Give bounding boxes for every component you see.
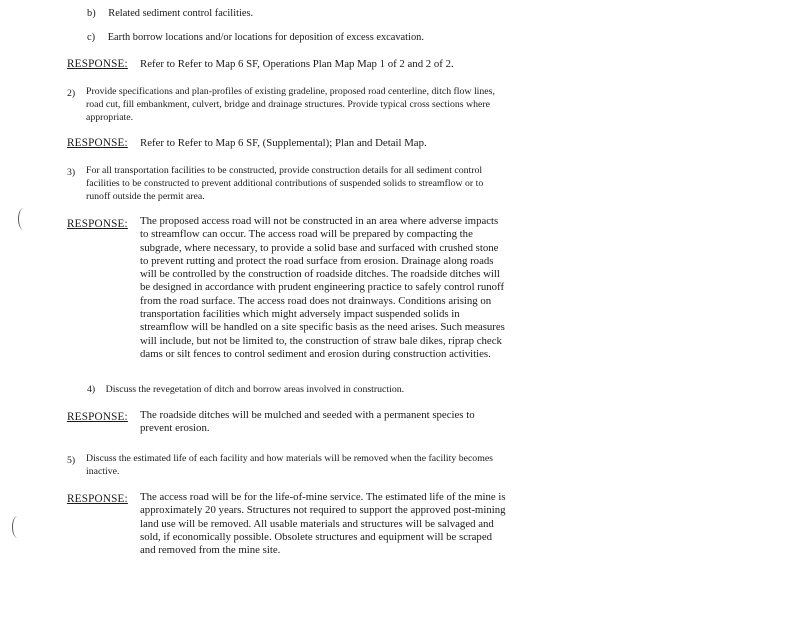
- item-c: [87, 31, 424, 44]
- question-text-2: [86, 85, 566, 124]
- response-4-line: The roadside ditches will be mulched and seeded with a permanent species to: [140, 409, 475, 421]
- response-3-line: will include, but not be limited to, the construction of straw bale dikes, riprap check: [140, 334, 502, 347]
- response-3-line: streamflow will be handled on a site specific basis as the need arises. Such measures: [140, 321, 505, 334]
- question-5-line: Discuss the estimated life of each facility and how materials will be removed when the facility becomes: [86, 453, 493, 464]
- response-4-line: prevent erosion.: [140, 422, 210, 435]
- response-3-line: from the road surface. The access road does not drainways. Conditions arising on: [140, 294, 492, 307]
- item-c-text: Earth borrow locations and/or locations for deposition of excess excavation.: [107, 32, 424, 43]
- response-5-line: land use will be removed. All usable materials and structures will be salvaged and: [140, 517, 494, 530]
- response-3-line: to prevent rutting and protect the road surface from erosion. Drainage along roads: [140, 254, 494, 267]
- response-text-4: [140, 409, 560, 436]
- question-3-line: For all transportation facilities to be constructed, provide construction details for all sediment control: [86, 165, 483, 176]
- item-b: [87, 7, 253, 20]
- response-label-2: RESPONSE:: [67, 137, 128, 149]
- question-3-line: runoff outside the permit area.: [86, 191, 205, 202]
- response-5-line: sold, if economically possible. Obsolete structures and equipment will be scraped: [140, 530, 493, 543]
- question-number-4: 4): [87, 384, 96, 395]
- question-number-2: 2): [67, 88, 76, 99]
- question-text-3: [86, 164, 556, 203]
- question-2-line: Provide specifications and plan-profiles of existing gradeline, proposed road centerline, ditch flow lines,: [86, 86, 495, 97]
- response-3-line: be designed in accordance with prudent engineering practice to safely control runoff: [140, 281, 505, 294]
- margin-mark: [18, 208, 29, 230]
- response-text-5: [140, 491, 570, 557]
- response-5-line: and removed from the mine site.: [140, 544, 281, 557]
- question-text-4: Discuss the revegetation of ditch and borrow areas involved in construction.: [105, 384, 405, 395]
- question-2-line: appropriate.: [86, 112, 134, 123]
- question-4: [87, 383, 404, 396]
- question-5-line: inactive.: [86, 466, 120, 477]
- margin-mark: [12, 516, 23, 538]
- response-3-line: dams or silt fences to control sediment and erosion during construction activities.: [140, 347, 491, 360]
- response-5-line: The access road will be for the life-of-mine service. The estimated life of the mine is: [140, 491, 506, 503]
- question-number-5: 5): [67, 455, 76, 466]
- response-label-4: RESPONSE:: [67, 411, 128, 423]
- response-text-1: Refer to Refer to Map 6 SF, Operations Plan Map Map 1 of 2 and 2 of 2.: [140, 58, 454, 70]
- question-number-3: 3): [67, 167, 76, 178]
- item-c-marker: c): [87, 32, 96, 43]
- response-text-2: Refer to Refer to Map 6 SF, (Supplemental); Plan and Detail Map.: [140, 137, 427, 149]
- item-b-text: Related sediment control facilities.: [108, 8, 254, 19]
- response-3-line: subgrade, where necessary, to provide a solid base and surfaced with crushed stone: [140, 241, 499, 254]
- response-3-line: will be controlled by the construction of roadside ditches. The roadside ditches will: [140, 268, 500, 281]
- response-3-line: The proposed access road will not be constructed in an area where adverse impacts: [140, 215, 499, 227]
- question-2-line: road cut, fill embankment, culvert, bridge and drainage structures. Provide typical cross sections where: [86, 99, 490, 110]
- question-text-5: [86, 452, 566, 478]
- response-text-3: [140, 215, 560, 361]
- response-3-line: to streamflow can occur. The access road will be prepared by compacting the: [140, 228, 473, 241]
- response-label-3: RESPONSE:: [67, 218, 128, 230]
- response-label-1: RESPONSE:: [67, 58, 128, 70]
- response-5-line: approximately 20 years. Structures not required to support the approved post-mining: [140, 504, 506, 517]
- response-3-line: transportation facilities which might adversely impact suspended solids in: [140, 308, 460, 321]
- item-b-marker: b): [87, 8, 96, 19]
- question-3-line: facilities to be constructed to prevent additional contributions of suspended solids to streamflow or to: [86, 178, 484, 189]
- response-label-5: RESPONSE:: [67, 493, 128, 505]
